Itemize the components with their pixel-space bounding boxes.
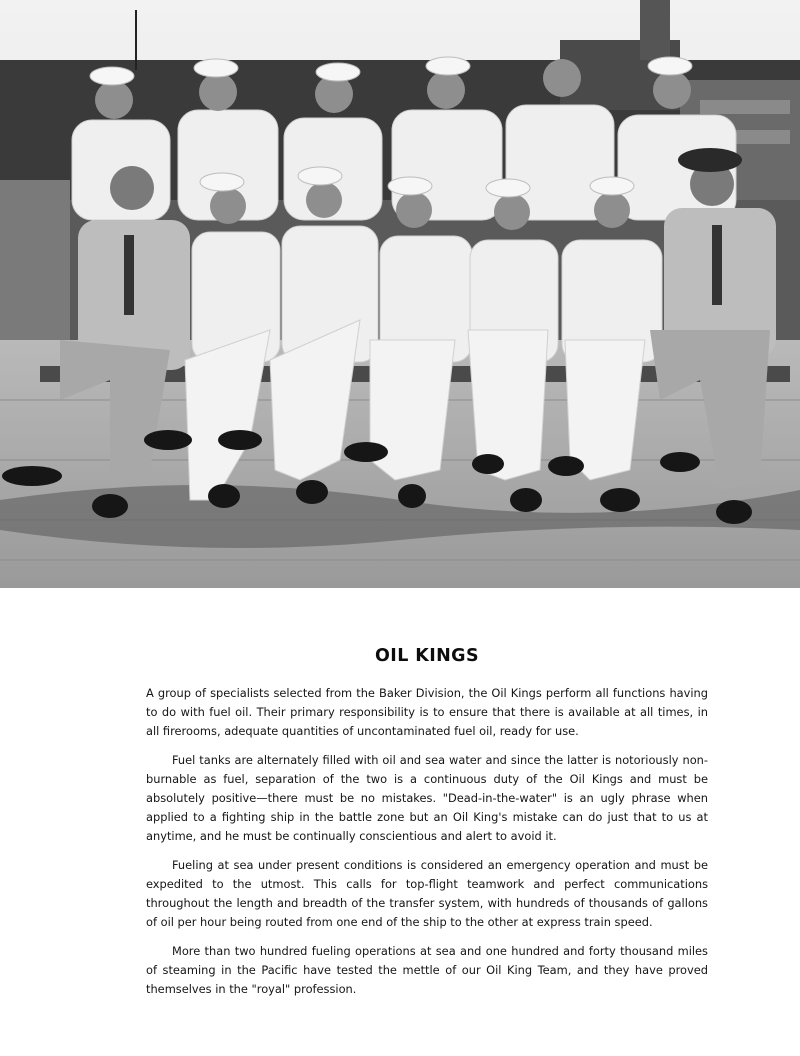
article-paragraph-3: Fueling at sea under present conditions is considered an emergency operation and must be expedited to the utmost. This calls for top-flight teamwork and perfect communications throughout the length and breadth of the transfer system, with hundreds of thousands of gallons of oil per hour being routed from one end of the ship to the other at express train speed. xyxy=(146,858,708,929)
article-paragraph-2: Fuel tanks are alternately filled with oil and sea water and since the latter is notoriously non-burnable as fuel, separation of the two is a continuous duty of the Oil Kings and must be absolutely positive—there must be no mistakes. "Dead-in-the-water" is an ugly phrase when applied to a fighting ship in the battle zone but an Oil King's mistake can do just that to us at anytime, and he must be continually conscientious and alert to avoid it. xyxy=(146,753,708,843)
article-title: OIL KINGS xyxy=(375,646,479,666)
article-paragraph-4: More than two hundred fueling operations at sea and one hundred and forty thousand miles of steaming in the Pacific have tested the mettle of our Oil King Team, and they have proved themselves in the "royal" profession. xyxy=(146,944,708,996)
article-paragraph-1: A group of specialists selected from the Baker Division, the Oil Kings perform all functions having to do with fuel oil. Their primary responsibility is to ensure that there is available at all times, in all firerooms, adequate quantities of uncontaminated fuel oil, ready for use. xyxy=(146,686,708,738)
article xyxy=(146,646,708,1009)
